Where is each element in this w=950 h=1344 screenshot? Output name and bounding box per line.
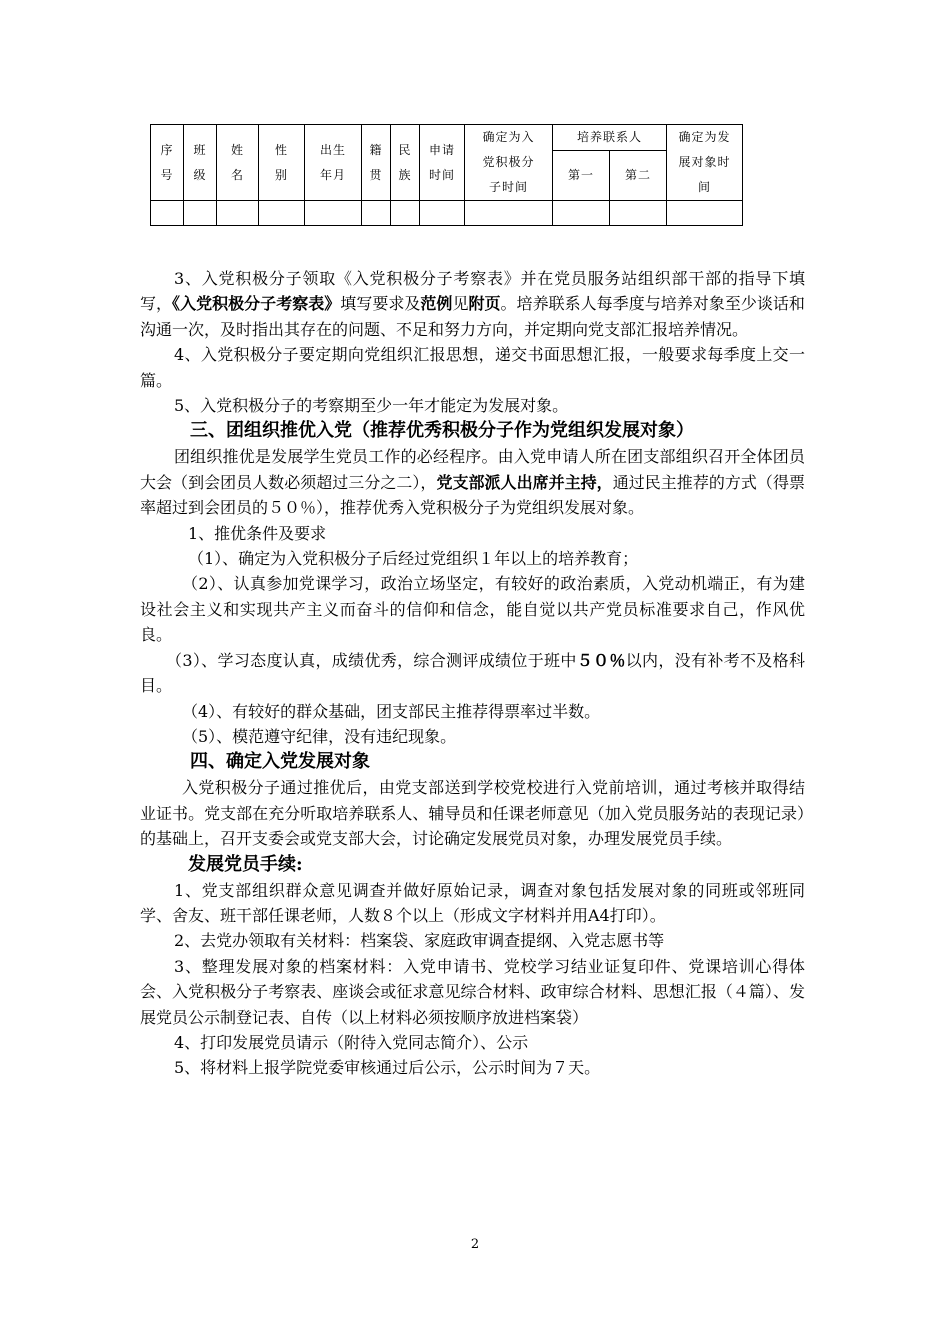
registration-table xyxy=(150,124,743,226)
procedure-5: 5、将材料上报学院党委审核通过后公示，公示时间为７天。 xyxy=(174,1058,601,1078)
paragraph-3: 3、入党积极分子领取《入党积极分子考察表》并在党员服务站组织部干部的指导下填写，《入党积极分子考察表》填写要求及范例见附页。培养联系人每季度与培养对象至少谈话和沟通一次，及时指出其存在的问题、不足和努力方向，并定期向党支部汇报培养情况。 xyxy=(140,269,805,339)
header-liaison-first: 第一 xyxy=(553,151,610,201)
procedure-1: 1、党支部组织群众意见调查并做好原始记录，调查对象包括发展对象的同班或邻班同学、舍友、班干部任课老师，人数８个以上（形成文字材料并用A4打印）。 xyxy=(140,880,805,925)
header-liaison: 培养联系人 xyxy=(553,125,667,151)
header-active-date: 确定为入党积极分子时间 xyxy=(465,125,553,201)
criteria-2: （2）、认真参加党课学习，政治立场坚定，有较好的政治素质，入党动机端正，有为建设社会主义和实现共产主义而奋斗的信仰和信念，能自觉以共产党员标准要求自己，作风优良。 xyxy=(140,574,805,645)
header-native: 籍贯 xyxy=(362,125,391,201)
header-ethnic: 民族 xyxy=(391,125,420,201)
header-seq: 序号 xyxy=(151,125,184,201)
criteria-3: （3）、学习态度认真，成绩优秀，综合测评成绩位于班中５０％以内，没有补考不及格科目。 xyxy=(140,650,805,696)
section-3-paragraph: 团组织推优是发展学生党员工作的必经程序。由入党申请人所在团支部组织召开全体团员大会（到会团员人数必须超过三分之二），党支部派人出席并主持，通过民主推荐的方式（得票率超过到会团员的５０％），推荐优秀入党积极分子为党组织发展对象。 xyxy=(140,447,805,518)
criteria-5: （5）、模范遵守纪律，没有违纪现象。 xyxy=(182,726,457,746)
paragraph-5: 5、入党积极分子的考察期至少一年才能定为发展对象。 xyxy=(174,396,569,416)
procedure-heading: 发展党员手续: xyxy=(188,853,303,875)
header-birth: 出生年月 xyxy=(305,125,362,201)
header-apply: 申请时间 xyxy=(420,125,465,201)
section-4-paragraph: 入党积极分子通过推优后，由党支部送到学校党校进行入党前培训，通过考核并取得结业证书。党支部在充分听取培养联系人、辅导员和任课老师意见（加入党员服务站的表现记录）的基础上，召开支委会或党支部大会，讨论确定发展党员对象，办理发展党员手续。 xyxy=(140,778,805,849)
page-number: 2 xyxy=(470,1237,480,1252)
procedure-4: 4、打印发展党员请示（附待入党同志简介）、公示 xyxy=(174,1032,529,1052)
procedure-2: 2、去党办领取有关材料：档案袋、家庭政审调查提纲、入党志愿书等 xyxy=(174,931,665,951)
procedure-3: 3、整理发展对象的档案材料：入党申请书、党校学习结业证复印件、党课培训心得体会、入党积极分子考察表、座谈会或征求意见综合材料、政审综合材料、思想汇报（４篇）、发展党员公示制登记表、自传（以上材料必须按顺序放进档案袋） xyxy=(140,956,805,1027)
table-row xyxy=(151,201,743,226)
criteria-4: （4）、有较好的群众基础，团支部民主推荐得票率过半数。 xyxy=(182,701,601,721)
header-liaison-second: 第二 xyxy=(610,151,667,201)
header-name: 姓名 xyxy=(217,125,259,201)
section-heading-3: 三、团组织推优入党（推荐优秀积极分子作为党组织发展对象） xyxy=(190,420,694,442)
paragraph-4: 4、入党积极分子要定期向党组织汇报思想，递交书面思想汇报，一般要求每季度上交一篇。 xyxy=(140,345,805,390)
header-gender: 性别 xyxy=(259,125,305,201)
criteria-1: （1）、确定为入党积极分子后经过党组织１年以上的培养教育； xyxy=(188,549,639,569)
criteria-title: 1、推优条件及要求 xyxy=(188,523,327,543)
body-text xyxy=(140,266,805,1081)
header-class: 班级 xyxy=(184,125,217,201)
section-heading-4: 四、确定入党发展对象 xyxy=(190,751,370,773)
header-dev-date: 确定为发展对象时间 xyxy=(667,125,743,201)
